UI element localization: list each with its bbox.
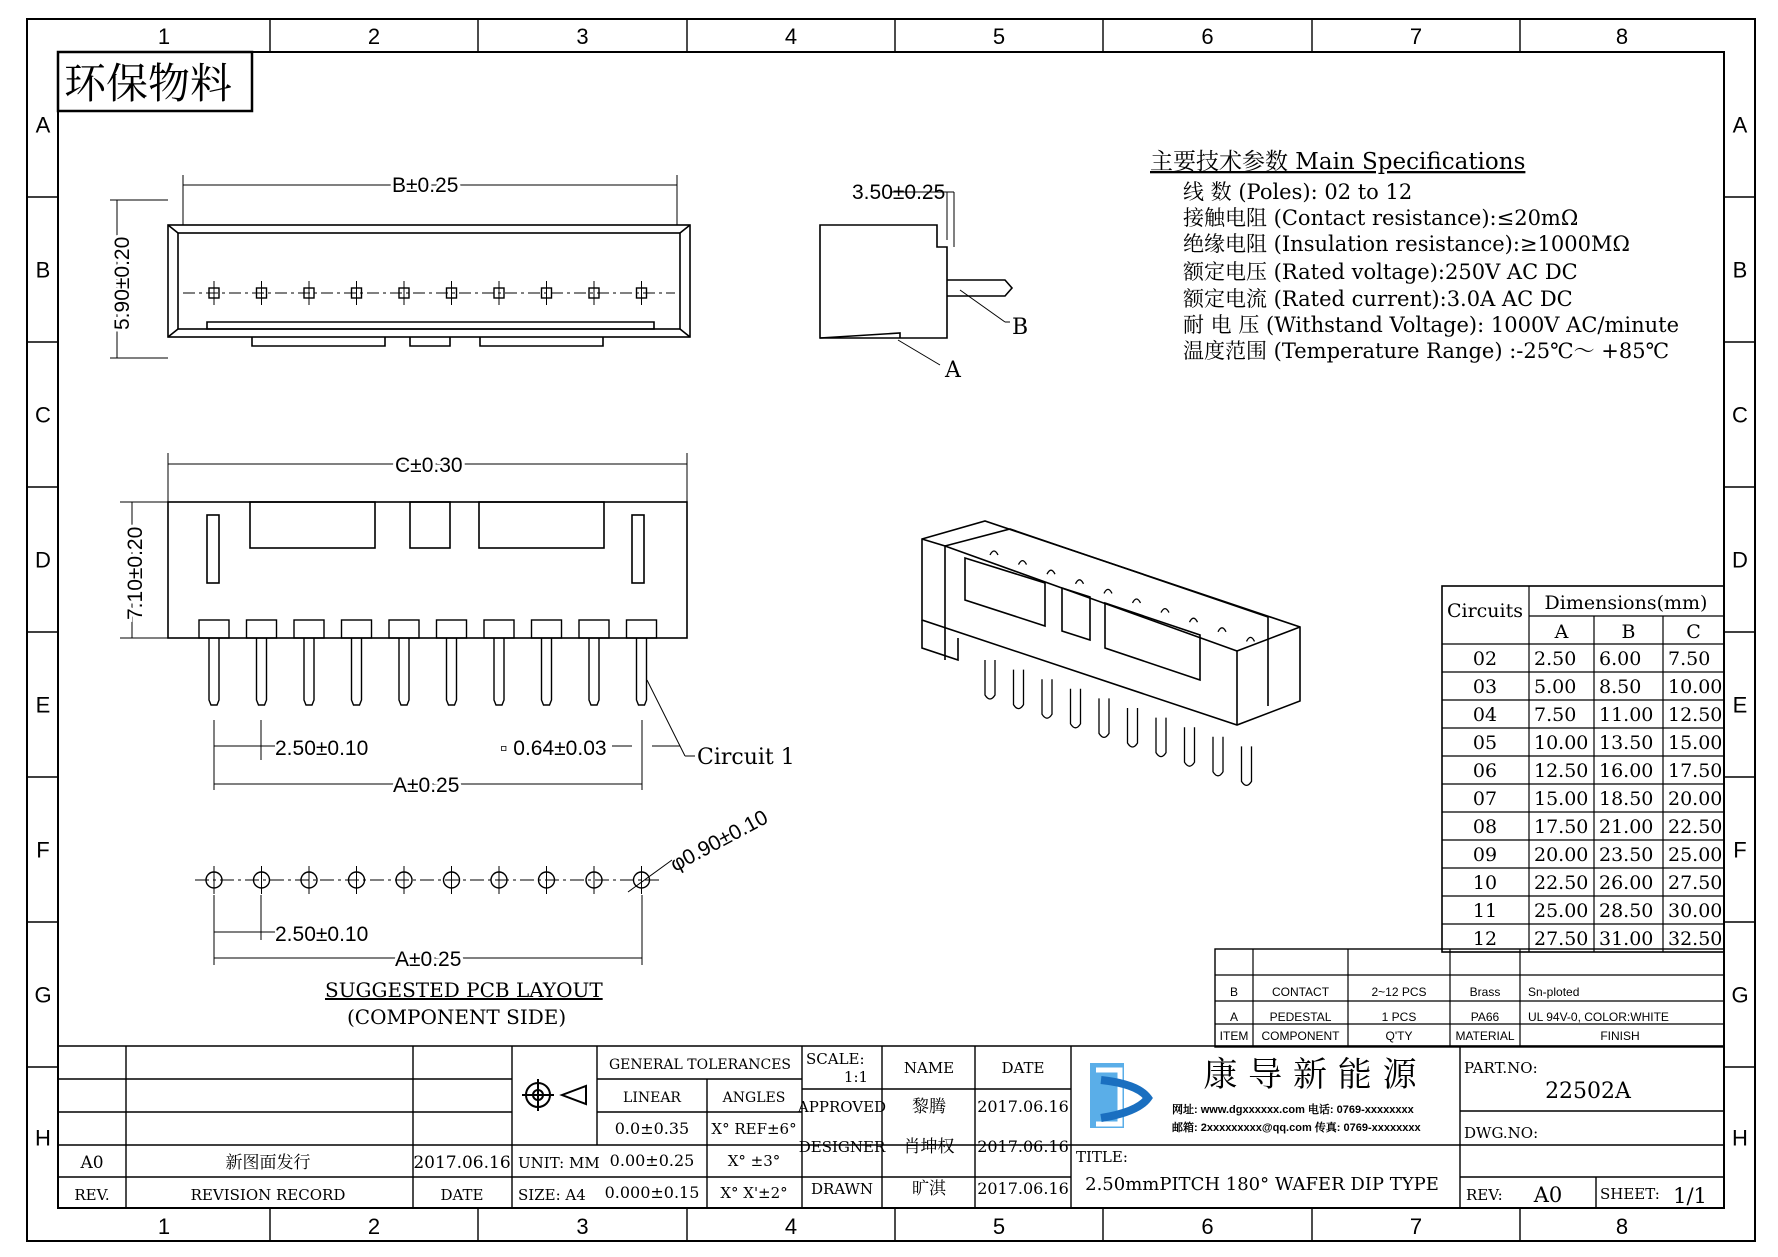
bom-header-cell: FINISH <box>1600 1029 1640 1043</box>
size-label: SIZE: A4 <box>518 1186 586 1204</box>
bom-header-cell: Q'TY <box>1385 1029 1413 1043</box>
frame-col-label: 2 <box>367 1214 381 1239</box>
sheet-label: SHEET: <box>1600 1185 1660 1203</box>
iso-pin-bottom <box>985 660 995 699</box>
bom-cell: 2~12 PCS <box>1371 985 1427 999</box>
dim-table-cell: 30.00 <box>1668 900 1723 922</box>
frame-col-label: 2 <box>367 24 381 49</box>
dim-table-cell: 6.00 <box>1599 648 1642 670</box>
front-pin <box>257 638 267 705</box>
drawn-date: 2017.06.16 <box>977 1179 1069 1198</box>
frame-col-label: 6 <box>1201 24 1214 49</box>
iso-pin-bottom <box>1213 737 1223 776</box>
dim-table-cell: 25.00 <box>1668 844 1723 866</box>
dim-590-label: 5.90±0.20 <box>111 236 134 330</box>
front-pin-housing <box>579 620 609 638</box>
dim-table-cell: 08 <box>1472 816 1498 838</box>
front-pin <box>399 638 409 705</box>
iso-pin-top <box>1019 561 1027 565</box>
side-view <box>820 192 1012 365</box>
bom-cell: B <box>1229 985 1239 999</box>
tol-angle: X° X'±2° <box>720 1184 788 1202</box>
bom-cell: 1 PCS <box>1381 1010 1417 1024</box>
bom-cell: UL 94V-0, COLOR:WHITE <box>1528 1010 1669 1024</box>
dim-pin-size: ▫ 0.64±0.03 <box>500 737 607 760</box>
front-pin <box>352 638 362 705</box>
front-pin <box>304 638 314 705</box>
company-name: 康 导 新 能 源 <box>1203 1055 1417 1095</box>
dim-table-cell: 04 <box>1472 704 1498 726</box>
rev-entry: A0 <box>80 1153 104 1173</box>
dim-table-cell: 7.50 <box>1534 704 1577 726</box>
bom-cell: CONTACT <box>1271 985 1330 999</box>
front-pin-housing <box>627 620 657 638</box>
title-block-text <box>74 1050 1707 1208</box>
frame-row-label: A <box>1732 112 1748 138</box>
specs-title: 主要技术参数 Main Specifications <box>1150 149 1526 175</box>
front-pin-housing <box>247 620 277 638</box>
frame-col-label: 7 <box>1409 1214 1423 1239</box>
front-pin-housing <box>532 620 562 638</box>
dim-table-cell: 12.50 <box>1534 760 1589 782</box>
drawn-label: DRAWN <box>810 1180 874 1198</box>
dim-table-cell: 21.00 <box>1599 816 1654 838</box>
tol-linear: 0.0±0.35 <box>614 1119 690 1138</box>
frame-col-label: 3 <box>576 24 589 49</box>
dim-table-cell: 20.00 <box>1534 844 1589 866</box>
bom-cell: PEDESTAL <box>1269 1010 1332 1024</box>
front-pin-housing <box>389 620 419 638</box>
dim-table-cell: 15.00 <box>1668 732 1723 754</box>
frame-row-label: A <box>35 112 51 138</box>
approved-label: APPROVED <box>797 1098 887 1116</box>
dim-table-cell: 22.50 <box>1534 872 1589 894</box>
dim-table-cell: 23.50 <box>1599 844 1654 866</box>
frame-col-label: 5 <box>992 24 1006 49</box>
dim-table-h-col: B <box>1621 621 1636 643</box>
dwg-label: DWG.NO: <box>1464 1124 1539 1142</box>
front-pin <box>209 638 219 705</box>
dim-table-cell: 28.50 <box>1599 900 1654 922</box>
top-view <box>168 225 690 346</box>
bom-cell: PA66 <box>1470 1010 1500 1024</box>
dim-table-h-dims: Dimensions(mm) <box>1544 592 1708 614</box>
iso-pin-bottom <box>1156 718 1166 757</box>
approved-name: 黎腾 <box>912 1097 946 1117</box>
dim-table-cell: 26.00 <box>1599 872 1654 894</box>
iso-view <box>922 521 1300 725</box>
dim-table-cell: 11.00 <box>1599 704 1654 726</box>
bom-cell: Brass <box>1469 985 1501 999</box>
side-label-a: A <box>945 358 961 383</box>
dim-table-cell: 2.50 <box>1534 648 1577 670</box>
dim-table-cell: 31.00 <box>1599 928 1654 950</box>
part-number: 22502A <box>1545 1079 1631 1104</box>
dim-c-label: C±0.30 <box>395 454 463 477</box>
dim-table-cell: 32.50 <box>1668 928 1723 950</box>
iso-pin-bottom <box>1099 698 1109 737</box>
dim-table-cell: 27.50 <box>1668 872 1723 894</box>
iso-pin-bottom <box>1185 727 1195 766</box>
scale-value: 1:1 <box>843 1068 869 1086</box>
rev-head: REVISION RECORD <box>190 1186 346 1204</box>
spec-line-6: 温度范围 (Temperature Range) :-25℃～ +85℃ <box>1183 339 1670 363</box>
tol-linear: 0.00±0.25 <box>609 1151 695 1170</box>
eco-stamp <box>58 52 252 111</box>
iso-pin-bottom <box>1071 689 1081 728</box>
dim-table-cell: 12 <box>1472 928 1498 950</box>
company-logo <box>1090 1063 1148 1128</box>
dim-350-label: 3.50±0.25 <box>852 181 946 204</box>
rev-label: REV: <box>1466 1186 1503 1204</box>
front-pin <box>494 638 504 705</box>
tol-angle: X° REF±6° <box>711 1120 797 1138</box>
iso-pin-top <box>1247 637 1255 641</box>
frame-row-label: C <box>1732 402 1748 428</box>
designer-date: 2017.06.16 <box>977 1137 1069 1156</box>
dim-a1-label: A±0.25 <box>393 774 460 797</box>
rev-entry-desc: 新图面发行 <box>225 1153 311 1173</box>
frame-col-label: 4 <box>784 1214 798 1239</box>
iso-pin-bottom <box>1014 670 1024 709</box>
general-tolerances: GENERAL TOLERANCES <box>608 1057 792 1073</box>
iso-view-pins <box>985 551 1255 785</box>
dim-a2-label: A±0.25 <box>395 948 462 971</box>
dim-table-cell: 05 <box>1472 732 1498 754</box>
front-pin <box>447 638 457 705</box>
front-pin-housing <box>294 620 324 638</box>
dim-table-h-col: C <box>1686 621 1701 643</box>
name-head: NAME <box>903 1059 955 1077</box>
iso-pin-bottom <box>1042 679 1052 718</box>
iso-pin-top <box>990 551 998 555</box>
frame-col-label: 6 <box>1201 1214 1214 1239</box>
frame-row-label: G <box>34 982 52 1008</box>
dim-710-label: 7.10±0.20 <box>124 526 147 620</box>
dim-table-cell: 09 <box>1472 844 1498 866</box>
front-pin-housing <box>199 620 229 638</box>
pcb-subtitle: (COMPONENT SIDE) <box>347 1005 567 1029</box>
frame-col-label: 1 <box>157 1214 171 1239</box>
dim-table-cell: 17.50 <box>1534 816 1589 838</box>
spec-line-5: 耐 电 压 (Withstand Voltage): 1000V AC/minute <box>1183 313 1680 337</box>
front-view <box>168 502 687 638</box>
rev-head: REV. <box>74 1186 110 1204</box>
dim-b-label: B±0.25 <box>392 174 459 197</box>
dim-table-cell: 11 <box>1472 900 1498 922</box>
front-pin-housing <box>342 620 372 638</box>
bom-header-cell: ITEM <box>1219 1029 1249 1043</box>
tol-linear: 0.000±0.15 <box>604 1183 700 1202</box>
front-view-pins <box>199 620 657 705</box>
dim-table-cell: 20.00 <box>1668 788 1723 810</box>
front-pin-housing <box>437 620 467 638</box>
dim-table-cell: 25.00 <box>1534 900 1589 922</box>
dim-table-cell: 02 <box>1472 648 1498 670</box>
dim-table-cell: 27.50 <box>1534 928 1589 950</box>
dim-table-cell: 18.50 <box>1599 788 1654 810</box>
rev-entry-date: 2017.06.16 <box>413 1153 511 1173</box>
dim-table-cell: 22.50 <box>1668 816 1723 838</box>
frame-col-label: 1 <box>157 24 171 49</box>
iso-pin-top <box>1218 628 1226 632</box>
company-contact-2: 邮箱: 2xxxxxxxxx@qq.com 传真: 0769-xxxxxxxx <box>1172 1122 1421 1134</box>
frame-col-label: 5 <box>992 1214 1006 1239</box>
dim-table-cell: 8.50 <box>1599 676 1642 698</box>
approved-date: 2017.06.16 <box>977 1097 1069 1116</box>
iso-pin-bottom <box>1242 746 1252 785</box>
bom-table <box>1215 949 1724 1047</box>
dim-table-cell: 5.00 <box>1534 676 1577 698</box>
frame-row-label: H <box>1732 1125 1748 1151</box>
front-pin-housing <box>484 620 514 638</box>
front-pin <box>542 638 552 705</box>
bom-cell: A <box>1229 1010 1239 1024</box>
frame-row-label: F <box>1733 837 1747 863</box>
bom-cell: Sn-ploted <box>1528 985 1580 999</box>
frame-col-label: 4 <box>784 24 798 49</box>
spec-line-3: 额定电压 (Rated voltage):250V AC DC <box>1183 260 1578 284</box>
bom-header-cell: COMPONENT <box>1261 1029 1340 1043</box>
frame-row-label: D <box>35 547 51 573</box>
iso-pin-bottom <box>1128 708 1138 747</box>
pcb-holes <box>195 866 660 894</box>
frame-row-label: C <box>35 402 51 428</box>
linear-head: LINEAR <box>623 1090 681 1106</box>
dim-table-cell: 7.50 <box>1668 648 1711 670</box>
frame-row-label: G <box>1731 982 1749 1008</box>
pcb-title: SUGGESTED PCB LAYOUT <box>325 978 603 1002</box>
frame-col-label: 7 <box>1409 24 1423 49</box>
specs-block <box>1150 149 1679 363</box>
dim-table-cell: 10.00 <box>1668 676 1723 698</box>
frame-row-label: B <box>35 257 51 283</box>
frame-row-label: E <box>1732 692 1748 718</box>
dim-table-cell: 06 <box>1472 760 1498 782</box>
designer-name: 肖坤权 <box>903 1137 955 1157</box>
frame-row-label: H <box>35 1125 51 1151</box>
dim-table-cell: 12.50 <box>1668 704 1723 726</box>
dim-pitch-1: 2.50±0.10 <box>275 737 369 760</box>
iso-pin-top <box>1161 609 1169 613</box>
dim-table-h-circuits: Circuits <box>1446 600 1524 622</box>
spec-line-2: 绝缘电阻 (Insulation resistance):≥1000MΩ <box>1183 232 1630 256</box>
dim-table-cell: 16.00 <box>1599 760 1654 782</box>
iso-pin-top <box>1190 618 1198 622</box>
frame-row-label: D <box>1732 547 1748 573</box>
date-head: DATE <box>1001 1059 1045 1077</box>
part-label: PART.NO: <box>1464 1059 1538 1077</box>
rev-value: A0 <box>1533 1183 1563 1207</box>
circuit-1-label: Circuit 1 <box>697 745 795 770</box>
rev-head: DATE <box>440 1186 484 1204</box>
dim-hole-label: φ0.90±0.10 <box>666 805 772 877</box>
sheet-value: 1/1 <box>1673 1184 1707 1208</box>
iso-pin-top <box>1133 599 1141 603</box>
spec-line-0: 线 数 (Poles): 02 to 12 <box>1183 180 1413 204</box>
dim-table-cell: 15.00 <box>1534 788 1589 810</box>
designer-label: DESIGNER <box>798 1138 886 1156</box>
dim-table-cell: 13.50 <box>1599 732 1654 754</box>
dim-pitch-2: 2.50±0.10 <box>275 923 369 946</box>
scale-label: SCALE: <box>806 1050 865 1068</box>
spec-line-4: 额定电流 (Rated current):3.0A AC DC <box>1183 287 1573 311</box>
projection-symbol <box>522 1079 586 1111</box>
dim-table-h-col: A <box>1554 621 1569 643</box>
bom-header-cell: MATERIAL <box>1455 1029 1515 1043</box>
side-label-b: B <box>1012 315 1029 340</box>
drawn-name: 旷淇 <box>912 1179 946 1199</box>
spec-line-1: 接触电阻 (Contact resistance):≤20mΩ <box>1183 206 1579 230</box>
dim-table-cell: 10 <box>1472 872 1498 894</box>
front-pin <box>637 638 647 705</box>
drawing-title: 2.50mmPITCH 180° WAFER DIP TYPE <box>1085 1174 1439 1195</box>
iso-pin-top <box>1104 589 1112 593</box>
iso-pin-top <box>1047 570 1055 574</box>
dim-table-cell: 07 <box>1472 788 1498 810</box>
frame-row-label: B <box>1732 257 1748 283</box>
dim-table-cell: 17.50 <box>1668 760 1723 782</box>
tol-angle: X° ±3° <box>727 1152 781 1170</box>
company-contact-1: 网址: www.dgxxxxxx.com 电话: 0769-xxxxxxxx <box>1172 1104 1414 1116</box>
frame-row-label: F <box>36 837 50 863</box>
frame-row-label: E <box>35 692 51 718</box>
unit-label: UNIT: MM <box>518 1154 600 1172</box>
frame-col-label: 3 <box>576 1214 589 1239</box>
frame-col-label: 8 <box>1615 1214 1629 1239</box>
frame-col-label: 8 <box>1615 24 1629 49</box>
eco-stamp-text: 环保物料 <box>64 59 233 108</box>
title-label: TITLE: <box>1076 1148 1128 1166</box>
angles-head: ANGLES <box>722 1090 786 1106</box>
dim-table-cell: 03 <box>1472 676 1498 698</box>
dimension-table <box>1442 586 1724 952</box>
front-pin <box>589 638 599 705</box>
iso-pin-top <box>1076 580 1084 584</box>
dim-table-cell: 10.00 <box>1534 732 1589 754</box>
